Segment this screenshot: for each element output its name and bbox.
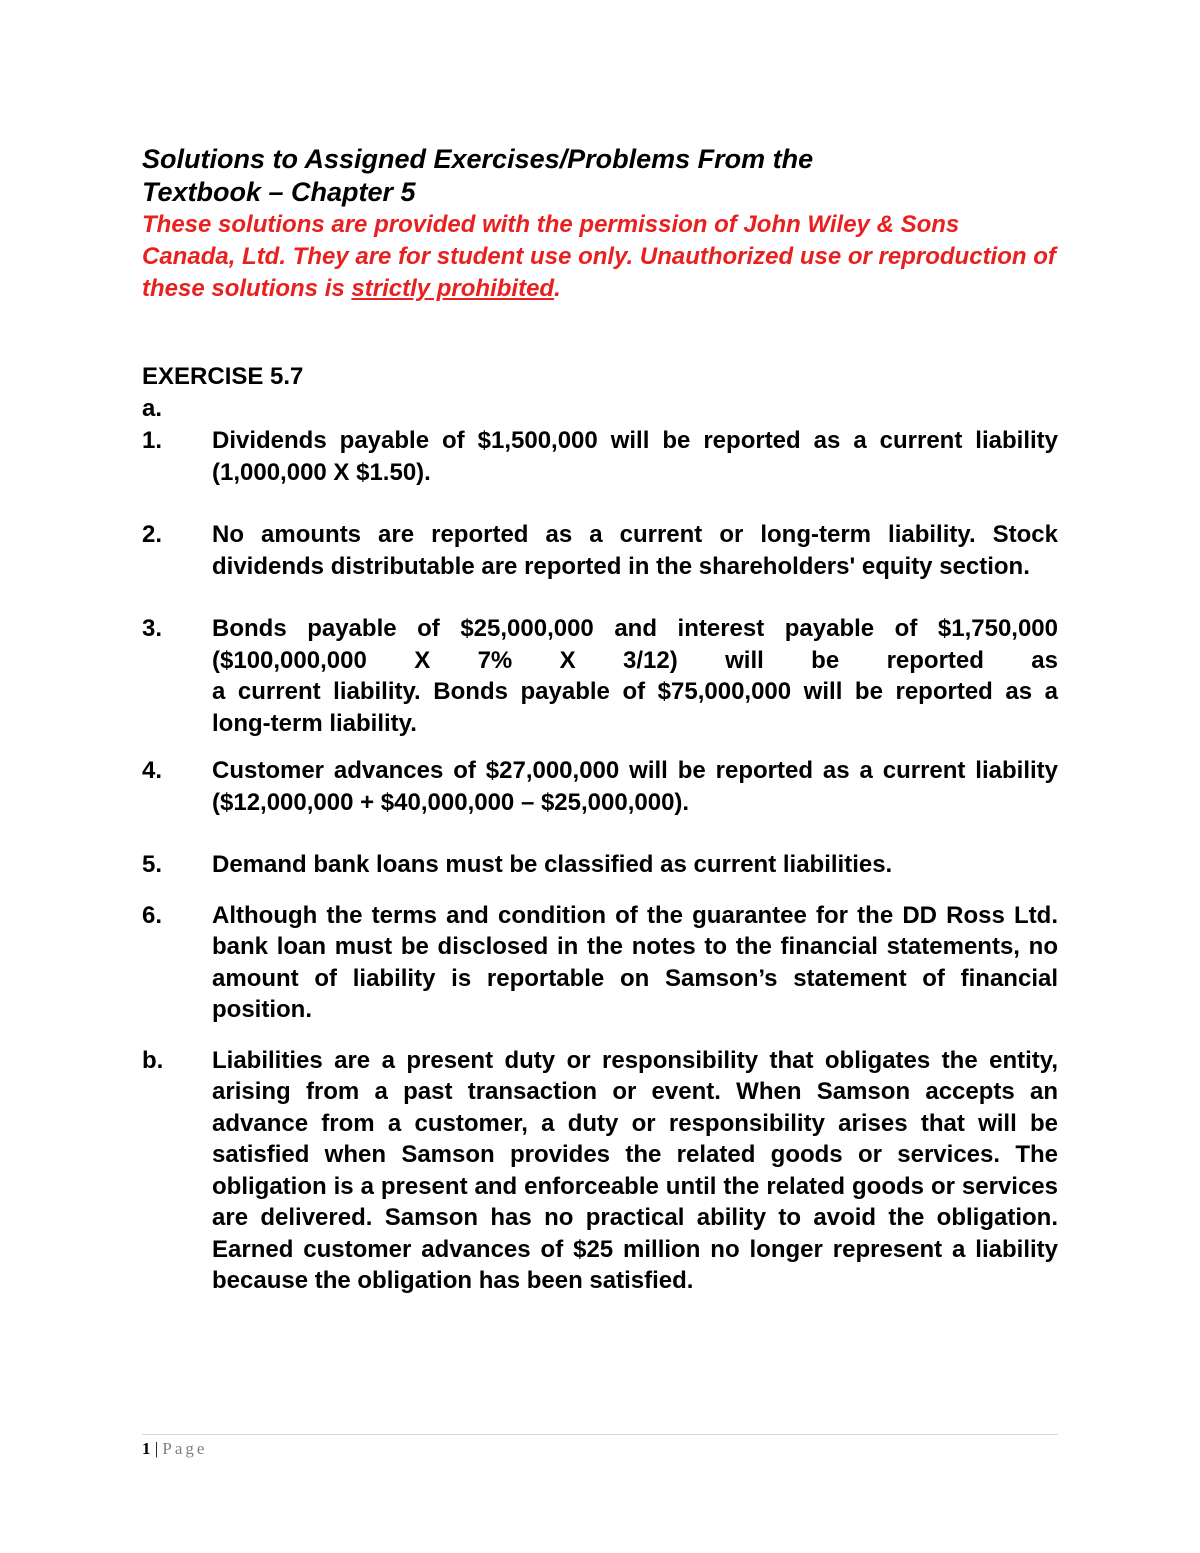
item-number: 4. [142,757,163,784]
document-page [142,143,1058,1297]
item-text: Although the terms and condition of the guarantee for the DD Ross Ltd. bank loan must be disclosed in the notes to the financial statements, no amount of liability is reportable on Samson’s statement of financial position. [212,901,1058,1023]
title-line-1: Solutions to Assigned Exercises/Problems From the [142,144,814,174]
list-item [142,613,1058,739]
item-number: 5. [142,851,163,878]
footer-page-indicator [142,1439,207,1459]
list-item [142,755,1058,818]
page-footer [142,1434,1058,1458]
item-text: Customer advances of $27,000,000 will be reported as a current liability ($12,000,000 + $40,000,000 – $25,000,000). [212,757,1058,816]
list-item [142,425,1058,488]
footer-separator: | [150,1439,163,1458]
list-item [142,849,1058,881]
item-text-line-1: Bonds payable of $25,000,000 and interest payable of $1,750,000 ($100,000,000 X 7% X 3/12) will be reported as [212,615,1058,674]
item-number: 3. [142,615,163,642]
item-number: 1. [142,427,163,454]
exercise-heading: EXERCISE 5.7 [142,363,304,390]
notice-end: . [554,275,561,302]
notice-text: These solutions are provided with the permission of John Wiley & Sons Canada, Ltd. They are for student use only. Unauthorized use or reproduction of these solutions is [142,211,1056,302]
list-item [142,900,1058,1026]
item-text: Demand bank loans must be classified as current liabilities. [212,851,893,878]
list-item [142,519,1058,582]
item-number: 2. [142,521,163,548]
document-title [142,143,1058,209]
title-line-2: Textbook – Chapter 5 [142,177,416,207]
item-number: 6. [142,901,163,929]
item-number: b. [142,1046,164,1074]
notice-emphasis: strictly prohibited [351,275,555,302]
item-text: Dividends payable of $1,500,000 will be reported as a current liability (1,000,000 X $1.50). [212,427,1058,486]
copyright-notice [142,209,1058,305]
item-text-line-2: a current liability. Bonds payable of $75,000,000 will be reported as a long-term liability. [212,678,1058,737]
item-text: No amounts are reported as a current or long-term liability. Stock dividends distributable are reported in the shareholders' equity section. [212,521,1058,580]
list-item [142,1045,1058,1297]
item-text: Liabilities are a present duty or responsibility that obligates the entity, arising from a past transaction or event. When Samson accepts an advance from a customer, a duty or responsibility arises that will be satisfied when Samson provides the related goods or services. The obligation is a present and enforceable until the related goods or services are delivered. Samson has no practical ability to avoid the obligation. Earned customer advances of $25 million no longer represent a liability because the obligation has been satisfied. [212,1046,1058,1294]
part-a-label: a. [142,395,163,422]
footer-page-label: Page [162,1439,208,1458]
footer-page-number: 1 [142,1439,151,1458]
item-text [212,613,1058,739]
